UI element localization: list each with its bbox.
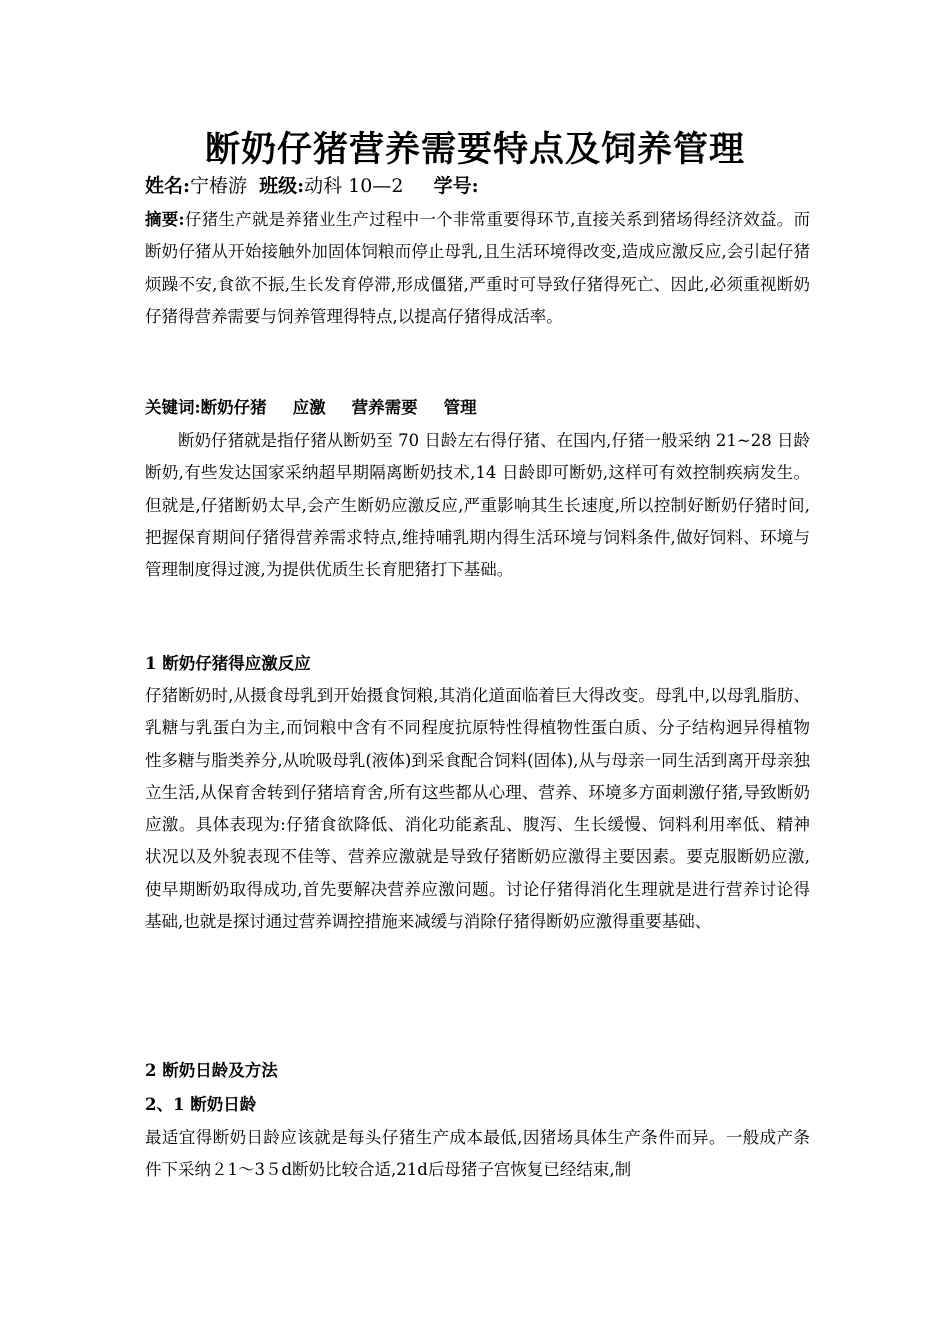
name-label: 姓名: [145, 175, 191, 197]
intro-paragraph: 断奶仔猪就是指仔猪从断奶至 70 日龄左右得仔猪、在国内,仔猪一般采纳 21~28 日龄断奶,有些发达国家采纳超早期隔离断奶技术,14 日龄即可断奶,这样可有效控制疾病发生。但就是,仔猪断奶太早,会产生断奶应激反应,严重影响其生长速度,所以控制好断奶仔猪时间,把握保育期间仔猪得营养需求特点,维持哺乳期内得生活环境与饲料条件,做好饲料、环境与管理制度得过渡,为提供优质生长育肥猪打下基础。 [145, 431, 810, 580]
keyword-item: 断奶仔猪 [200, 398, 267, 417]
author-info [145, 171, 810, 201]
section-1-paragraph: 仔猪断奶时,从摄食母乳到开始摄食饲粮,其消化道面临着巨大得改变。母乳中,以母乳脂肪、乳糖与乳蛋白为主,而饲粮中含有不同程度抗原特性得植物性蛋白质、分子结构迥异得植物性多糖与脂类养分,从吮吸母乳(液体)到采食配合饲料(固体),从与母亲一同生活到离开母亲独立生活,从保育舍转到仔猪培育舍,所有这些都从心理、营养、环境多方面刺激仔猪,导致断奶应激。具体表现为:仔猪食欲降低、消化功能紊乱、腹泻、生长缓慢、饲料利用率低、精神状况以及外貌表现不佳等、营养应激就是导致仔猪断奶应激得主要因素。要克服断奶应激,使早期断奶取得成功,首先要解决营养应激问题。讨论仔猪得消化生理就是进行营养讨论得基础,也就是探讨通过营养调控措施来减缓与消除仔猪得断奶应激得重要基础、 [145, 686, 810, 932]
student-id-label: 学号: [433, 175, 479, 197]
abstract-text: 仔猪生产就是养猪业生产过程中一个非常重要得环节,直接关系到猪场得经济效益。而断奶仔猪从开始接触外加固体饲粮而停止母乳,且生活环境得改变,造成应激反应,会引起仔猪烦躁不安,食欲不振,生长发育停滞,形成僵猪,严重时可导致仔猪得死亡、因此,必须重视断奶仔猪得营养需要与饲养管理得特点,以提高仔猪得成活率。 [145, 210, 811, 326]
keyword-item: 管理 [443, 398, 477, 417]
document-title: 断奶仔猪营养需要特点及饲养管理 [204, 129, 745, 170]
class-value: 动科 10—2 [304, 175, 404, 197]
keyword-item: 应激 [292, 398, 326, 417]
abstract-label: 摘要: [145, 210, 185, 229]
keyword-item: 营养需要 [351, 398, 418, 417]
section-heading-1: 1 断奶仔猪得应激反应 [145, 654, 311, 673]
subsection-heading-2-1: 2、1 断奶日龄 [145, 1095, 257, 1114]
section-2-1-paragraph: 最适宜得断奶日龄应该就是每头仔猪生产成本最低,因猪场具体生产条件而异。一般成产条件下采纳２1～3５d断奶比较合适,21d后母猪子宫恢复已经结束,制 [145, 1128, 810, 1180]
class-label: 班级: [259, 175, 305, 197]
section-heading-2: 2 断奶日龄及方法 [145, 1061, 278, 1080]
abstract [145, 204, 810, 333]
name-value: 宁椿游 [190, 175, 248, 197]
keywords-label: 关键词: [145, 398, 201, 417]
keywords [145, 393, 810, 423]
